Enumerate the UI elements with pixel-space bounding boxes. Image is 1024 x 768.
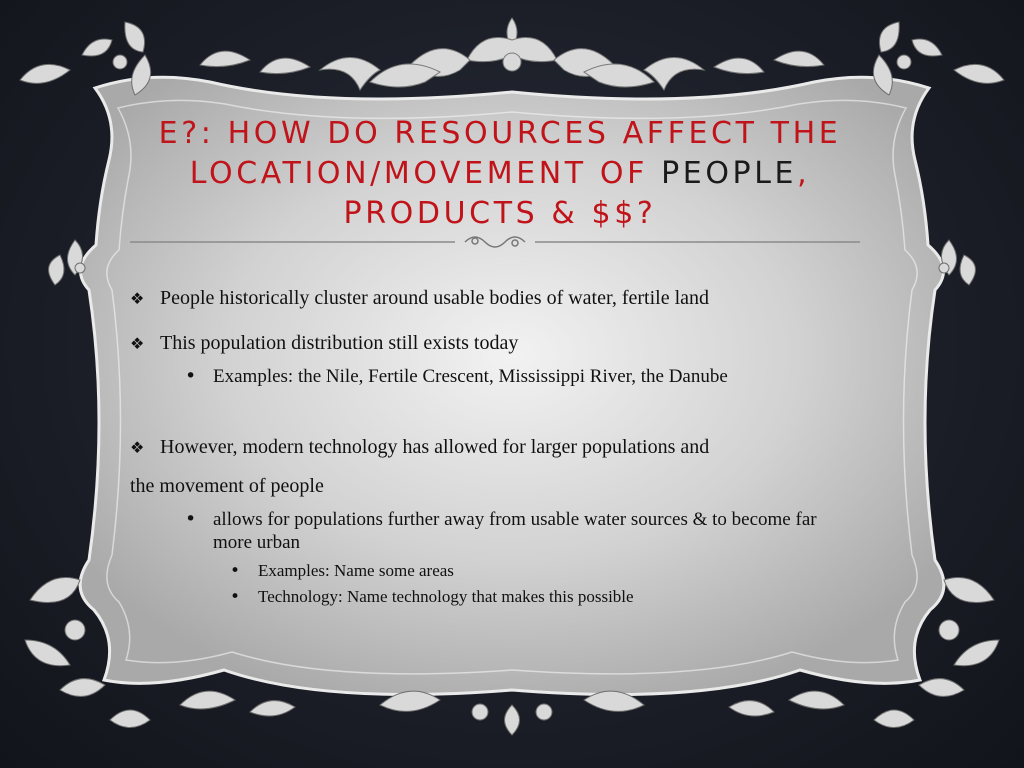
list-item: ❖ This population distribution still exists today (130, 330, 518, 357)
diamond-bullet-icon: ❖ (130, 289, 145, 308)
dot-bullet-icon: • (230, 587, 241, 607)
bottom-ornament-icon (380, 691, 644, 735)
title-divider (130, 232, 860, 252)
title-black-part: PEOPLE (661, 156, 798, 191)
list-item-continuation: the movement of people (130, 475, 324, 497)
sub-sub-list-item: • Examples: Name some areas (230, 561, 454, 581)
list-item: ❖ People historically cluster around usable bodies of water, fertile land (130, 285, 709, 312)
list-item: ❖ However, modern technology has allowed for larger populations and (130, 434, 709, 461)
title-red-part-end: , PRODUCTS & $$? (343, 156, 811, 231)
dot-bullet-icon: • (230, 561, 241, 581)
dot-bullet-icon: • (185, 508, 197, 530)
title-red-part: E?: HOW DO RESOURCES AFFECT THE LOCATION/MOVEMENT OF (158, 116, 842, 191)
scroll-flourish-icon (465, 237, 525, 247)
diamond-bullet-icon: ❖ (130, 438, 145, 457)
sub-list-item: • Examples: the Nile, Fertile Crescent, Mississippi River, the Danube (185, 365, 728, 387)
top-ornament-icon (320, 18, 704, 90)
sub-sub-list-item: • Technology: Name technology that makes this possible (230, 587, 634, 607)
sub-list-item: • allows for populations further away from usable water sources & to become far more urban (185, 508, 817, 553)
diamond-bullet-icon: ❖ (130, 334, 145, 353)
slide-title (150, 114, 850, 234)
dot-bullet-icon: • (185, 365, 197, 387)
